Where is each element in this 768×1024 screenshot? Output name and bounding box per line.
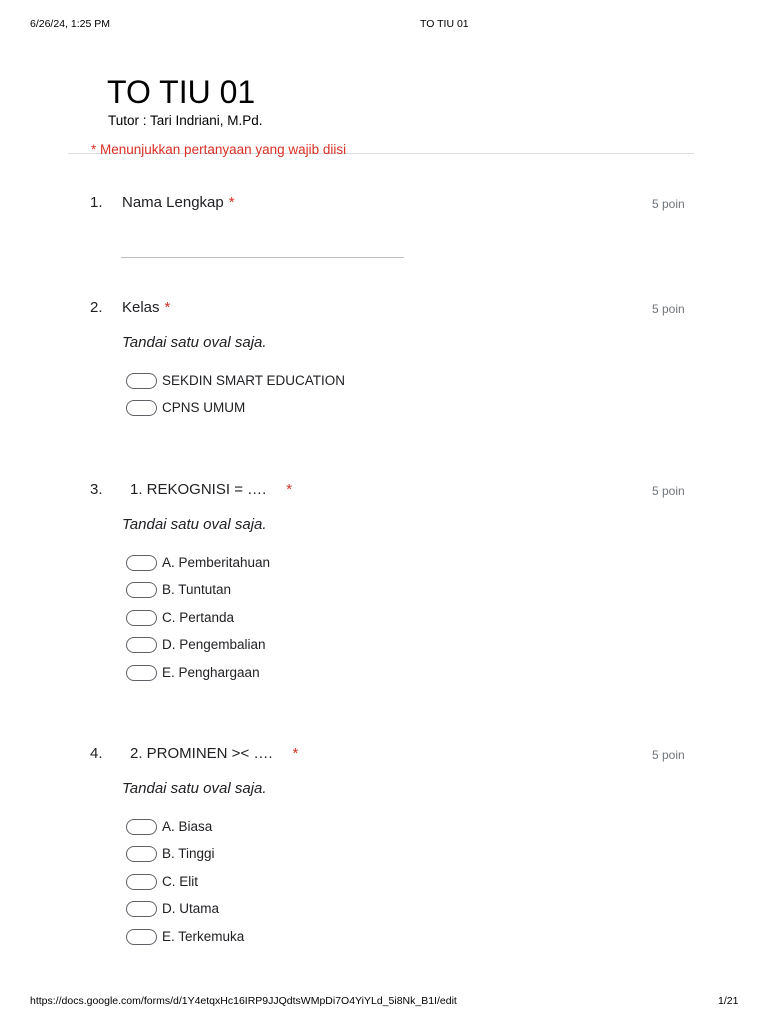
print-datetime: 6/26/24, 1:25 PM	[30, 18, 110, 30]
question-points: 5 poin	[652, 484, 685, 498]
radio-option[interactable]	[126, 609, 270, 627]
radio-oval[interactable]	[126, 846, 157, 862]
question-title: 1. REKOGNISI = ….	[130, 481, 267, 498]
radio-option-label: B. Tinggi	[162, 846, 215, 862]
radio-option[interactable]	[126, 928, 244, 946]
question-heading	[122, 299, 170, 317]
question-number: 1.	[90, 194, 103, 211]
radio-oval[interactable]	[126, 373, 157, 389]
radio-option-label: D. Pengembalian	[162, 637, 266, 653]
question-points: 5 poin	[652, 302, 685, 316]
radio-option[interactable]	[126, 581, 270, 599]
required-notice: * Menunjukkan pertanyaan yang wajib diisi	[91, 142, 347, 157]
question-instruction: Tandai satu oval saja.	[122, 516, 267, 533]
page-url: https://docs.google.com/forms/d/1Y4etqxHc16IRP9JJQdtsWMpDi7O4YiYLd_5i8Nk_B1I/edit	[30, 995, 457, 1007]
required-asterisk: *	[164, 299, 171, 316]
radio-oval[interactable]	[126, 637, 157, 653]
options-list	[126, 372, 345, 427]
question-number: 4.	[90, 745, 103, 762]
radio-option-label: A. Pemberitahuan	[162, 555, 271, 570]
radio-oval[interactable]	[126, 610, 157, 626]
radio-option-label: E. Terkemuka	[162, 928, 245, 944]
required-asterisk: *	[286, 481, 293, 498]
question-instruction: Tandai satu oval saja.	[122, 780, 267, 797]
radio-oval[interactable]	[126, 400, 157, 416]
short-answer-input[interactable]	[121, 239, 404, 258]
options-list	[126, 554, 270, 691]
question-number: 3.	[90, 481, 103, 498]
question-instruction: Tandai satu oval saja.	[122, 334, 267, 351]
radio-option[interactable]	[126, 873, 244, 891]
radio-oval[interactable]	[126, 874, 157, 890]
radio-oval[interactable]	[126, 901, 157, 917]
question-3	[90, 481, 690, 686]
radio-option[interactable]	[126, 900, 244, 918]
question-title: Nama Lengkap	[122, 194, 224, 211]
required-asterisk: *	[228, 194, 235, 211]
page-number: 1/21	[718, 995, 739, 1007]
radio-oval[interactable]	[126, 582, 157, 598]
question-title: 2. PROMINEN >< ….	[130, 745, 273, 762]
question-heading	[130, 481, 292, 499]
radio-option[interactable]	[126, 845, 244, 863]
print-title: TO TIU 01	[420, 18, 469, 30]
form-title: TO TIU 01	[107, 74, 256, 110]
required-asterisk: *	[292, 745, 299, 762]
question-points: 5 poin	[652, 748, 685, 762]
radio-oval[interactable]	[126, 819, 157, 835]
radio-oval[interactable]	[126, 665, 157, 681]
radio-option[interactable]	[126, 818, 244, 836]
radio-oval[interactable]	[126, 555, 157, 571]
question-1	[90, 194, 690, 264]
radio-option-label: SEKDIN SMART EDUCATION	[162, 373, 346, 388]
radio-option-label: E. Penghargaan	[162, 664, 260, 680]
question-heading	[130, 745, 298, 763]
radio-option[interactable]	[126, 664, 270, 682]
options-list	[126, 818, 244, 955]
question-title: Kelas	[122, 299, 160, 316]
question-2	[90, 299, 690, 429]
radio-option-label: CPNS UMUM	[162, 400, 246, 416]
question-number: 2.	[90, 299, 103, 316]
radio-option[interactable]	[126, 636, 270, 654]
question-heading	[122, 194, 235, 212]
radio-oval[interactable]	[126, 929, 157, 945]
radio-option-label: C. Elit	[162, 873, 199, 889]
form-description: Tutor : Tari Indriani, M.Pd.	[108, 113, 263, 128]
question-4	[90, 745, 690, 950]
radio-option[interactable]	[126, 372, 345, 390]
radio-option[interactable]	[126, 399, 345, 417]
radio-option-label: A. Biasa	[162, 819, 213, 834]
radio-option-label: C. Pertanda	[162, 609, 235, 625]
question-points: 5 poin	[652, 197, 685, 211]
radio-option-label: D. Utama	[162, 901, 220, 917]
radio-option[interactable]	[126, 554, 270, 572]
radio-option-label: B. Tuntutan	[162, 582, 232, 598]
